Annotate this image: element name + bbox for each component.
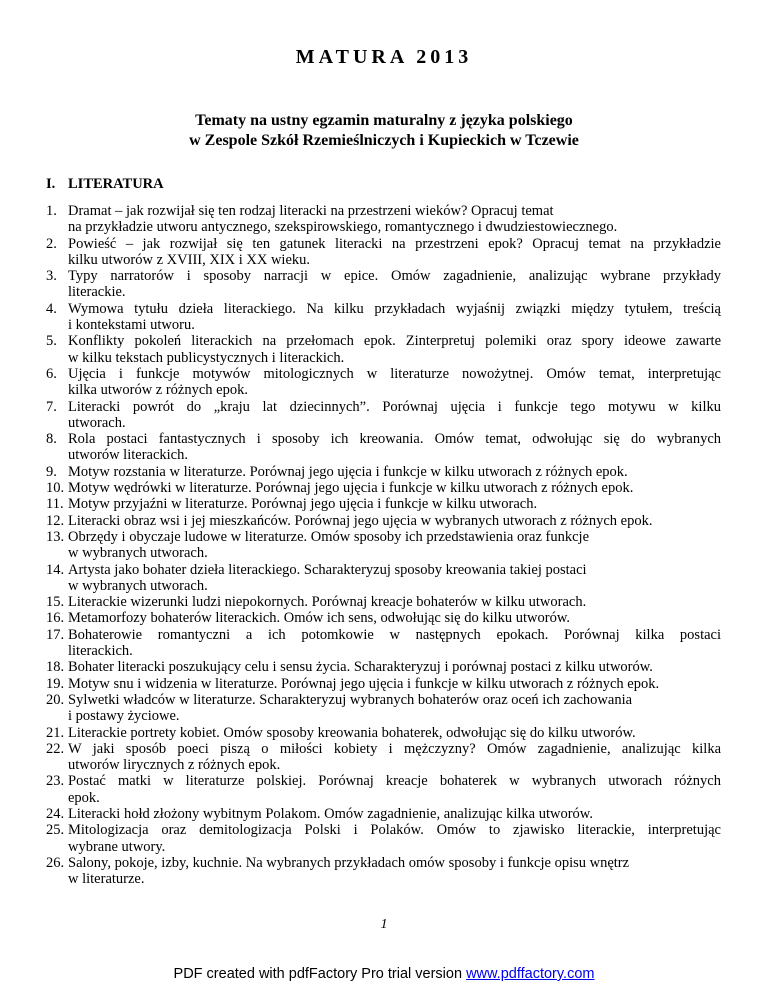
list-item-line: w wybranych utworach. (68, 545, 208, 562)
list-item-line: i postawy życiowe. (68, 708, 180, 725)
list-item-line: Motyw snu i widzenia w literaturze. Porównaj jego ujęcia i funkcje w kilku utworach z różnych epok. (68, 675, 660, 692)
list-item-text (68, 529, 721, 562)
list-item (46, 203, 721, 236)
list-item-number: 18. (46, 659, 65, 676)
list-item (46, 594, 721, 610)
list-item-text (68, 513, 721, 529)
list-item (46, 464, 721, 480)
list-item-line: Artysta jako bohater dzieła literackiego. Scharakteryzuj sposoby kreowania takiej postaci (68, 561, 587, 578)
list-item-number: 6. (46, 365, 57, 382)
list-item-line: Wymowa tytułu dzieła literackiego. Na kilku przykładach wyjaśnij związki między tytułem, treścią (68, 300, 721, 317)
list-item (46, 741, 721, 774)
list-item-line: i kontekstami utworu. (68, 317, 195, 334)
list-item (46, 855, 721, 888)
list-item-line: Literacki obraz wsi i jej mieszkańców. Porównaj jego ujęcia w wybranych utworach z różnych epok. (68, 512, 653, 529)
subtitle-line: Tematy na ustny egzamin maturalny z języka polskiego (195, 112, 573, 129)
list-item-line: Motyw wędrówki w literaturze. Porównaj jego ujęcia i funkcje w kilku utworach z różnych epok. (68, 480, 634, 497)
list-item-number: 19. (46, 675, 65, 692)
list-item-text (68, 480, 721, 496)
list-item-line: kilku utworów z XVIII, XIX i XX wieku. (68, 251, 311, 268)
list-item (46, 431, 721, 464)
list-item-number: 7. (46, 398, 57, 415)
list-item (46, 301, 721, 334)
list-item (46, 496, 721, 512)
list-item-text (68, 496, 721, 512)
list-item-number: 3. (46, 268, 57, 285)
list-item-number: 14. (46, 561, 65, 578)
list-item (46, 513, 721, 529)
list-item-line: W jaki sposób poeci piszą o miłości kobiety i mężczyzny? Omów zagadnienie, analizując kilka (68, 740, 721, 757)
list-item-line: Sylwetki władców w literaturze. Scharakteryzuj wybranych bohaterów oraz oceń ich zachowania (68, 691, 633, 708)
list-item-line: utworach. (68, 414, 126, 431)
list-item (46, 236, 721, 269)
section-label: LITERATURA (68, 176, 164, 192)
subtitle-line: w Zespole Szkół Rzemieślniczych i Kupieckich w Tczewie (189, 132, 579, 149)
list-item (46, 610, 721, 626)
list-item-number: 20. (46, 691, 65, 708)
list-item (46, 692, 721, 725)
page-title: MATURA 2013 (295, 46, 473, 68)
list-item-line: Literacki powrót do „kraju lat dziecinnych”. Porównaj ujęcia i funkcje tego motywu w kilku (68, 398, 721, 415)
topic-list (46, 203, 721, 887)
list-item-text (68, 562, 721, 595)
list-item-line: Konflikty pokoleń literackich na przełomach epok. Zinterpretuj polemiki oraz spory ideowe zawarte (68, 333, 721, 350)
list-item-text (68, 594, 721, 610)
list-item-text (68, 431, 721, 464)
list-item (46, 627, 721, 660)
list-item (46, 725, 721, 741)
list-item-line: Postać matki w literaturze polskiej. Porównaj kreacje bohaterek w wybranych utworach różnych (68, 773, 721, 790)
list-item-text (68, 236, 721, 269)
list-item-number: 11. (46, 496, 64, 513)
list-item-line: Salony, pokoje, izby, kuchnie. Na wybranych przykładach omów sposoby i funkcje opisu wnętrz (68, 854, 630, 871)
list-item-text (68, 773, 721, 806)
list-item-line: Bohaterowie romantyczni a ich potomkowie w następnych epokach. Porównaj kilka postaci (68, 626, 721, 643)
list-item-line: Ujęcia i funkcje motywów mitologicznych w literaturze nowożytnej. Omów temat, interpretując (68, 365, 721, 382)
list-item (46, 806, 721, 822)
list-item-text (68, 610, 721, 626)
list-item-line: Literackie wizerunki ludzi niepokornych. Porównaj kreacje bohaterów w kilku utworach. (68, 594, 587, 611)
page-number: 1 (380, 917, 388, 932)
list-item-line: Motyw przyjaźni w literaturze. Porównaj jego ujęcia i funkcje w kilku utworach. (68, 496, 538, 513)
list-item-text (68, 464, 721, 480)
list-item-line: Motyw rozstania w literaturze. Porównaj jego ujęcia i funkcje w kilku utworach z różnych epok. (68, 463, 628, 480)
list-item-number: 16. (46, 610, 65, 627)
list-item-text (68, 203, 721, 236)
list-item-number: 1. (46, 203, 57, 219)
pdf-footer (0, 966, 768, 982)
list-item-number: 22. (46, 740, 65, 757)
footer-text: PDF created with pdfFactory Pro trial version (173, 966, 467, 982)
list-item-number: 10. (46, 480, 65, 497)
list-item-line: Dramat – jak rozwijał się ten rodzaj literacki na przestrzeni wieków? Opracuj temat (68, 203, 554, 219)
list-item-line: utworów lirycznych z różnych epok. (68, 757, 281, 774)
list-item-text (68, 399, 721, 432)
list-item-number: 23. (46, 773, 65, 790)
list-item (46, 676, 721, 692)
list-item (46, 562, 721, 595)
list-item-text (68, 855, 721, 888)
list-item-line: w kilku tekstach publicystycznych i literackich. (68, 349, 345, 366)
list-item-text (68, 741, 721, 774)
section-heading (46, 176, 164, 193)
list-item-number: 17. (46, 626, 65, 643)
list-item-number: 13. (46, 528, 65, 545)
list-item-number: 26. (46, 854, 65, 871)
list-item-line: Typy narratorów i sposoby narracji w epice. Omów zagadnienie, analizując wybrane przykłady (68, 268, 721, 285)
list-item-line: Powieść – jak rozwijał się ten gatunek literacki na przestrzeni epok? Opracuj temat na przykładzie (68, 235, 721, 252)
list-item-text (68, 676, 721, 692)
list-item-line: Metamorfozy bohaterów literackich. Omów ich sens, odwołując się do kilku utworów. (68, 610, 571, 627)
document-subtitle (0, 111, 768, 151)
list-item (46, 659, 721, 675)
list-item-line: Obrzędy i obyczaje ludowe w literaturze. Omów sposoby ich przedstawienia oraz funkcje (68, 528, 590, 545)
footer-link[interactable]: www.pdffactory.com (466, 966, 595, 982)
list-item-line: Literackie portrety kobiet. Omów sposoby kreowania bohaterek, odwołując się do kilku utworów. (68, 724, 636, 741)
list-item-line: na przykładzie utworu antycznego, szekspirowskiego, romantycznego i dwudziestowiecznego. (68, 219, 618, 236)
list-item-text (68, 366, 721, 399)
list-item-text (68, 268, 721, 301)
list-item-text (68, 806, 721, 822)
list-item-line: literackich. (68, 643, 133, 660)
list-item-number: 15. (46, 594, 65, 611)
list-item-number: 21. (46, 724, 65, 741)
list-item-number: 8. (46, 431, 57, 448)
list-item-text (68, 725, 721, 741)
list-item-line: Rola postaci fantastycznych i sposoby ich kreowania. Omów temat, odwołując się do wybranych (68, 431, 721, 448)
list-item-line: utworów literackich. (68, 447, 188, 464)
list-item-number: 2. (46, 235, 57, 252)
list-item (46, 529, 721, 562)
list-item-line: epok. (68, 789, 100, 806)
list-item (46, 773, 721, 806)
section-number: I. (46, 176, 56, 192)
list-item (46, 366, 721, 399)
list-item-line: w wybranych utworach. (68, 577, 208, 594)
list-item (46, 399, 721, 432)
list-item (46, 480, 721, 496)
list-item-line: Literacki hołd złożony wybitnym Polakom. Omów zagadnienie, analizując kilka utworów. (68, 805, 593, 822)
list-item (46, 822, 721, 855)
list-item-line: Bohater literacki poszukujący celu i sensu życia. Scharakteryzuj i porównaj postaci z kilku utworów. (68, 659, 653, 676)
list-item (46, 268, 721, 301)
list-item-text (68, 822, 721, 855)
list-item-line: literackie. (68, 284, 126, 301)
list-item-line: Mitologizacja oraz demitologizacja Polski i Polaków. Omów to zjawisko literackie, interpretując (68, 822, 721, 839)
list-item-text (68, 627, 721, 660)
list-item (46, 333, 721, 366)
list-item-text (68, 301, 721, 334)
list-item-number: 9. (46, 463, 57, 480)
list-item-text (68, 692, 721, 725)
list-item-number: 12. (46, 512, 65, 529)
list-item-number: 24. (46, 805, 65, 822)
list-item-number: 4. (46, 300, 57, 317)
list-item-text (68, 659, 721, 675)
list-item-line: wybrane utwory. (68, 838, 166, 855)
list-item-number: 5. (46, 333, 57, 350)
list-item-line: w literaturze. (68, 871, 145, 888)
list-item-number: 25. (46, 822, 65, 839)
list-item-text (68, 333, 721, 366)
list-item-line: kilka utworów z różnych epok. (68, 382, 248, 399)
